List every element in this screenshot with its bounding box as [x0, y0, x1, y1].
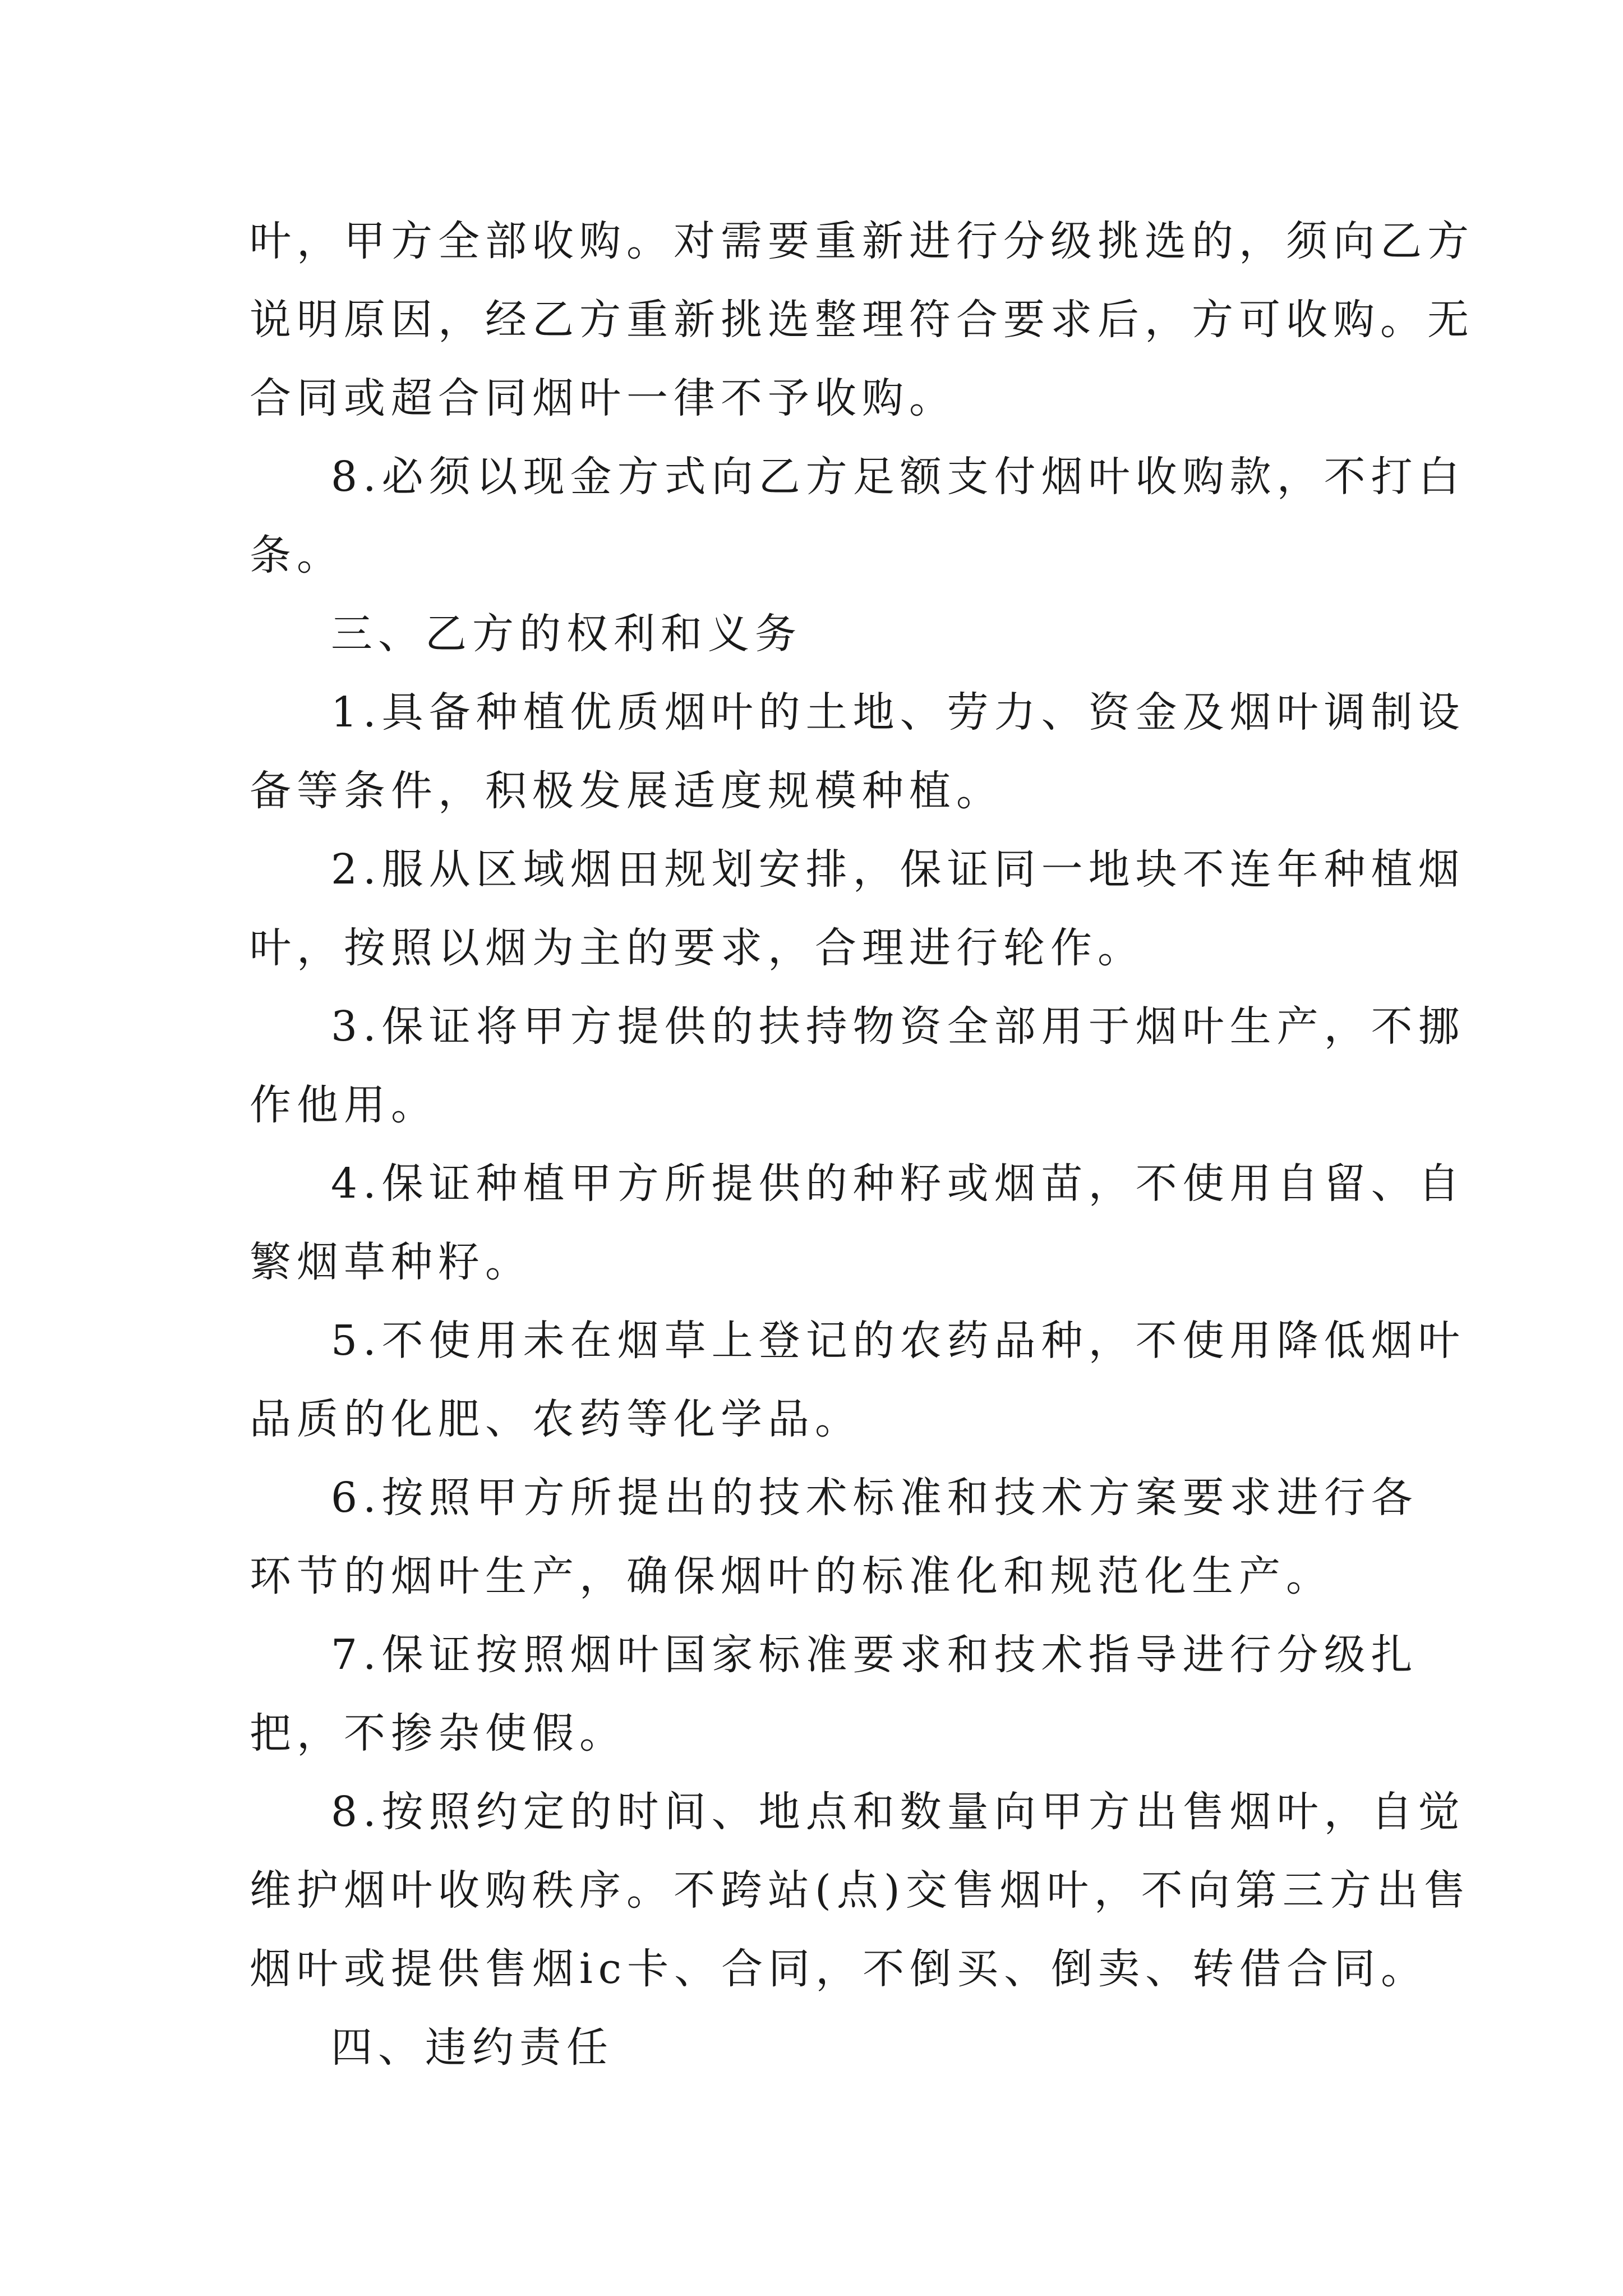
text-line: 环节的烟叶生产，确保烟叶的标准化和规范化生产。	[250, 1552, 1333, 1600]
text-line: 作他用。	[250, 1081, 438, 1129]
text-line: 叶，甲方全部收购。对需要重新进行分级挑选的，须向乙方	[250, 217, 1474, 265]
text-line: 8.按照约定的时间、地点和数量向甲方出售烟叶，自觉	[331, 1788, 1465, 1836]
text-line: 说明原因，经乙方重新挑选整理符合要求后，方可收购。无	[250, 296, 1474, 344]
section-heading: 三、乙方的权利和义务	[331, 610, 802, 658]
text-line: 2.服从区域烟田规划安排，保证同一地块不连年种植烟	[331, 845, 1465, 894]
text-line: 7.保证按照烟叶国家标准要求和技术指导进行分级扎	[331, 1631, 1418, 1679]
text-line: 把，不掺杂使假。	[250, 1709, 626, 1757]
text-line: 叶，按照以烟为主的要求，合理进行轮作。	[250, 924, 1145, 972]
text-line: 繁烟草种籽。	[250, 1238, 532, 1286]
text-line: 1.具备种植优质烟叶的土地、劳力、资金及烟叶调制设	[331, 688, 1465, 737]
text-line: 8.必须以现金方式向乙方足额支付烟叶收购款，不打白	[331, 453, 1465, 501]
text-line: 品质的化肥、农药等化学品。	[250, 1395, 862, 1443]
text-line: 6.按照甲方所提出的技术标准和技术方案要求进行各	[331, 1474, 1418, 1522]
text-line: 4.保证种植甲方所提供的种籽或烟苗，不使用自留、自	[331, 1159, 1465, 1208]
text-line: 维护烟叶收购秩序。不跨站(点)交售烟叶，不向第三方出售	[250, 1866, 1471, 1915]
text-line: 条。	[250, 531, 344, 579]
section-heading: 四、违约责任	[331, 2023, 614, 2072]
text-line: 3.保证将甲方提供的扶持物资全部用于烟叶生产，不挪	[331, 1002, 1465, 1051]
text-line: 备等条件，积极发展适度规模种植。	[250, 767, 1003, 815]
text-line: 合同或超合同烟叶一律不予收购。	[250, 374, 956, 422]
text-line: 5.不使用未在烟草上登记的农药品种，不使用降低烟叶	[331, 1317, 1465, 1365]
text-line: 烟叶或提供售烟ic卡、合同，不倒买、倒卖、转借合同。	[250, 1945, 1428, 1993]
